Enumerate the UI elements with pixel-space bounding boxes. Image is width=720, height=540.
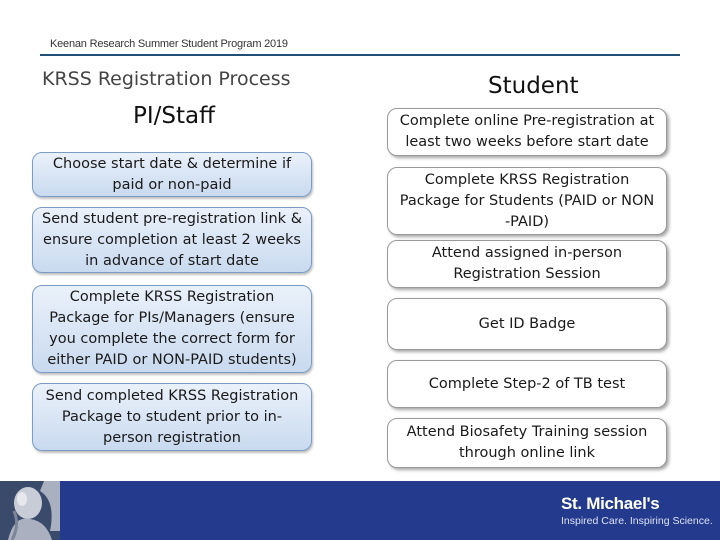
logo-tagline: Inspired Care. Inspiring Science. — [561, 515, 713, 527]
statue-image — [0, 481, 60, 540]
student-step-2-text: Complete KRSS Registration Package for Students (PAID or NON -PAID) — [399, 171, 655, 230]
pi-step-4-text: Send completed KRSS Registration Package to student prior to in-person registration — [45, 387, 299, 446]
student-step-3-text: Attend assigned in-person Registration Session — [431, 245, 623, 282]
student-step-3 — [387, 240, 667, 288]
student-step-4-text: Get ID Badge — [478, 315, 576, 332]
student-step-2 — [387, 167, 667, 235]
student-step-1-text: Complete online Pre-registration at least two weeks before start date — [399, 113, 655, 150]
student-step-5-text: Complete Step-2 of TB test — [428, 375, 626, 392]
footer-band — [0, 481, 720, 540]
pi-step-1-text: Choose start date & determine if paid or non-paid — [52, 155, 292, 193]
header-divider — [40, 54, 680, 56]
student-step-4 — [387, 298, 667, 350]
pi-step-2 — [32, 207, 312, 273]
student-step-6 — [387, 418, 667, 468]
student-step-5 — [387, 360, 667, 408]
pi-step-1 — [32, 152, 312, 197]
pi-step-3 — [32, 285, 312, 373]
logo-name: St. Michael's — [561, 494, 660, 513]
program-header: Keenan Research Summer Student Program 2019 — [50, 38, 288, 50]
pi-step-3-text: Complete KRSS Registration Package for PIs/Managers (ensure you complete the correct form for either PAID or NON-PAID students) — [47, 289, 297, 368]
pi-step-4 — [32, 383, 312, 451]
pi-step-2-text: Send student pre-registration link & ensure completion at least 2 weeks in advance of start date — [42, 210, 302, 269]
pi-staff-heading: PI/Staff — [133, 103, 215, 129]
student-heading: Student — [488, 73, 579, 99]
page-title: KRSS Registration Process — [42, 68, 291, 90]
student-step-1 — [387, 108, 667, 156]
student-step-6-text: Attend Biosafety Training session through online link — [406, 424, 648, 461]
